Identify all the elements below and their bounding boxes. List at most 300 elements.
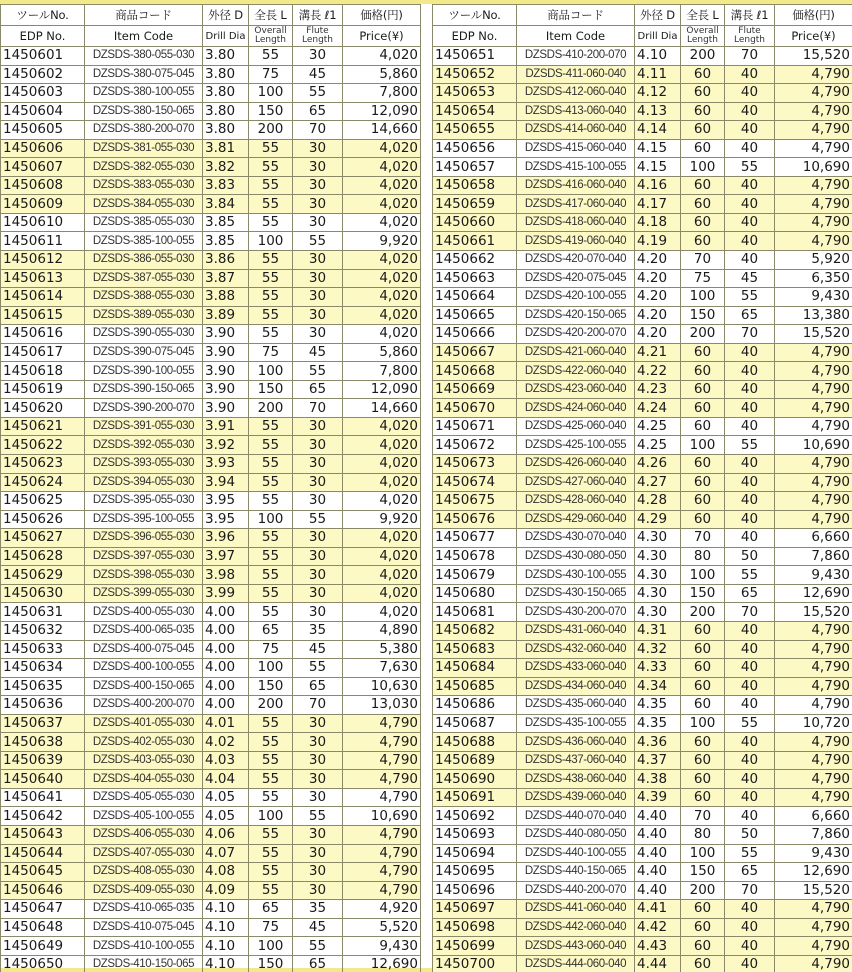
- overall-length-cell: 55: [249, 603, 293, 622]
- price-table-left: [0, 4, 421, 972]
- item-code-cell: DZSDS-380-200-070: [85, 121, 203, 140]
- overall-length-cell: 55: [249, 47, 293, 66]
- overall-length-cell: 75: [249, 918, 293, 937]
- drill-dia-cell: 3.90: [203, 399, 249, 418]
- edp-no-cell: 1450653: [433, 84, 517, 103]
- flute-length-cell: 30: [293, 770, 343, 789]
- edp-no-cell: 1450684: [433, 659, 517, 678]
- edp-no-cell: 1450646: [1, 881, 85, 900]
- header-price-en: Price(¥): [343, 26, 421, 47]
- price-cell: 5,380: [343, 640, 421, 659]
- flute-length-cell: 65: [725, 306, 775, 325]
- overall-length-cell: 55: [249, 325, 293, 344]
- header-len-en: [681, 26, 725, 47]
- drill-dia-cell: 3.90: [203, 362, 249, 381]
- item-code-cell: DZSDS-442-060-040: [517, 918, 635, 937]
- table-row: [1, 269, 421, 288]
- item-code-cell: DZSDS-410-075-045: [85, 918, 203, 937]
- flute-length-cell: 40: [725, 455, 775, 474]
- overall-length-cell: 55: [249, 863, 293, 882]
- price-cell: 4,790: [775, 788, 852, 807]
- drill-dia-cell: 4.44: [635, 955, 681, 972]
- overall-length-cell: 60: [681, 139, 725, 158]
- price-cell: 4,790: [343, 788, 421, 807]
- item-code-cell: DZSDS-407-055-030: [85, 844, 203, 863]
- overall-length-cell: 60: [681, 918, 725, 937]
- flute-length-cell: 40: [725, 380, 775, 399]
- overall-length-cell: 75: [681, 269, 725, 288]
- price-cell: 4,020: [343, 325, 421, 344]
- flute-length-cell: 65: [725, 584, 775, 603]
- flute-length-cell: 40: [725, 362, 775, 381]
- header-dia-jp: 外径 D: [203, 5, 249, 26]
- drill-dia-cell: 4.40: [635, 825, 681, 844]
- flute-length-cell: 55: [725, 158, 775, 177]
- flute-length-cell: 40: [725, 788, 775, 807]
- flute-length-cell: 40: [725, 621, 775, 640]
- flute-length-cell: 30: [293, 325, 343, 344]
- table-row: [1, 473, 421, 492]
- flute-length-cell: 55: [293, 84, 343, 103]
- item-code-cell: DZSDS-426-060-040: [517, 455, 635, 474]
- drill-dia-cell: 4.25: [635, 436, 681, 455]
- price-cell: 4,790: [775, 677, 852, 696]
- price-cell: 6,350: [775, 269, 852, 288]
- flute-length-cell: 30: [293, 158, 343, 177]
- overall-length-cell: 200: [681, 881, 725, 900]
- drill-dia-cell: 4.33: [635, 659, 681, 678]
- price-cell: 15,520: [775, 47, 852, 66]
- overall-length-cell: 75: [249, 343, 293, 362]
- flute-length-cell: 30: [293, 251, 343, 270]
- edp-no-cell: 1450642: [1, 807, 85, 826]
- price-cell: 4,790: [775, 473, 852, 492]
- drill-dia-cell: 4.20: [635, 325, 681, 344]
- drill-dia-cell: 3.99: [203, 584, 249, 603]
- edp-no-cell: 1450687: [433, 714, 517, 733]
- flute-length-cell: 30: [293, 139, 343, 158]
- table-row: [1, 825, 421, 844]
- edp-no-cell: 1450603: [1, 84, 85, 103]
- overall-length-cell: 55: [249, 733, 293, 752]
- edp-no-cell: 1450611: [1, 232, 85, 251]
- price-cell: 10,720: [775, 714, 852, 733]
- overall-length-cell: 75: [249, 65, 293, 84]
- price-cell: 4,790: [775, 733, 852, 752]
- edp-no-cell: 1450612: [1, 251, 85, 270]
- table-row: [1, 139, 421, 158]
- drill-dia-cell: 3.88: [203, 288, 249, 307]
- table-body-left: [1, 47, 421, 972]
- item-code-cell: DZSDS-382-055-030: [85, 158, 203, 177]
- header-dia-en: Drill Dia: [635, 26, 681, 47]
- edp-no-cell: 1450682: [433, 621, 517, 640]
- drill-dia-cell: 4.40: [635, 863, 681, 882]
- edp-no-cell: 1450608: [1, 176, 85, 195]
- edp-no-cell: 1450692: [433, 807, 517, 826]
- table-row: [433, 696, 852, 715]
- drill-dia-cell: 4.20: [635, 251, 681, 270]
- item-code-cell: DZSDS-430-200-070: [517, 603, 635, 622]
- table-row: [433, 603, 852, 622]
- price-cell: 12,690: [775, 863, 852, 882]
- item-code-cell: DZSDS-396-055-030: [85, 529, 203, 548]
- table-row: [433, 566, 852, 585]
- edp-no-cell: 1450672: [433, 436, 517, 455]
- table-row: [433, 807, 852, 826]
- table-row: [433, 325, 852, 344]
- overall-length-cell: 100: [681, 158, 725, 177]
- table-row: [433, 436, 852, 455]
- table-row: [433, 306, 852, 325]
- flute-length-cell: 65: [293, 677, 343, 696]
- flute-length-cell: 30: [293, 584, 343, 603]
- edp-no-cell: 1450685: [433, 677, 517, 696]
- flute-length-cell: 40: [725, 102, 775, 121]
- edp-no-cell: 1450694: [433, 844, 517, 863]
- item-code-cell: DZSDS-425-100-055: [517, 436, 635, 455]
- overall-length-cell: 65: [249, 621, 293, 640]
- item-code-cell: DZSDS-390-100-055: [85, 362, 203, 381]
- item-code-cell: DZSDS-390-055-030: [85, 325, 203, 344]
- item-code-cell: DZSDS-440-070-040: [517, 807, 635, 826]
- overall-length-cell: 150: [249, 380, 293, 399]
- drill-dia-cell: 3.81: [203, 139, 249, 158]
- drill-dia-cell: 4.00: [203, 659, 249, 678]
- edp-no-cell: 1450650: [1, 955, 85, 972]
- overall-length-cell: 55: [249, 547, 293, 566]
- overall-length-cell: 55: [249, 751, 293, 770]
- item-code-cell: DZSDS-432-060-040: [517, 640, 635, 659]
- price-cell: 4,790: [775, 176, 852, 195]
- drill-dia-cell: 4.42: [635, 918, 681, 937]
- price-cell: 9,430: [775, 288, 852, 307]
- header-price-jp: 価格(円): [775, 5, 852, 26]
- overall-length-cell: 55: [249, 288, 293, 307]
- flute-length-cell: 40: [725, 417, 775, 436]
- item-code-cell: DZSDS-380-100-055: [85, 84, 203, 103]
- price-cell: 4,790: [775, 918, 852, 937]
- price-cell: 5,860: [343, 65, 421, 84]
- flute-length-cell: 70: [725, 325, 775, 344]
- price-cell: 4,790: [775, 399, 852, 418]
- edp-no-cell: 1450610: [1, 213, 85, 232]
- item-code-cell: DZSDS-380-150-065: [85, 102, 203, 121]
- overall-length-cell: 100: [681, 288, 725, 307]
- edp-no-cell: 1450686: [433, 696, 517, 715]
- edp-no-cell: 1450607: [1, 158, 85, 177]
- item-code-cell: DZSDS-381-055-030: [85, 139, 203, 158]
- item-code-cell: DZSDS-415-060-040: [517, 139, 635, 158]
- flute-length-cell: 55: [293, 510, 343, 529]
- overall-length-cell: 150: [249, 102, 293, 121]
- drill-dia-cell: 4.36: [635, 733, 681, 752]
- item-code-cell: DZSDS-420-070-040: [517, 251, 635, 270]
- item-code-cell: DZSDS-403-055-030: [85, 751, 203, 770]
- item-code-cell: DZSDS-395-055-030: [85, 492, 203, 511]
- price-cell: 4,020: [343, 547, 421, 566]
- price-cell: 4,790: [775, 659, 852, 678]
- table-row: [1, 547, 421, 566]
- table-row: [1, 733, 421, 752]
- edp-no-cell: 1450644: [1, 844, 85, 863]
- price-cell: 12,090: [343, 380, 421, 399]
- flute-length-cell: 55: [293, 659, 343, 678]
- header-edp-jp: ツールNo.: [1, 5, 85, 26]
- table-row: [1, 232, 421, 251]
- overall-length-cell: 55: [249, 213, 293, 232]
- overall-length-cell: 60: [681, 102, 725, 121]
- edp-no-cell: 1450669: [433, 380, 517, 399]
- item-code-cell: DZSDS-434-060-040: [517, 677, 635, 696]
- flute-length-cell: 65: [293, 102, 343, 121]
- table-row: [433, 659, 852, 678]
- flute-length-cell: 30: [293, 195, 343, 214]
- overall-length-cell: 100: [681, 714, 725, 733]
- table-row: [1, 492, 421, 511]
- drill-dia-cell: 4.43: [635, 937, 681, 956]
- edp-no-cell: 1450654: [433, 102, 517, 121]
- item-code-cell: DZSDS-431-060-040: [517, 621, 635, 640]
- flute-length-cell: 40: [725, 510, 775, 529]
- flute-length-cell: 30: [293, 473, 343, 492]
- edp-no-cell: 1450683: [433, 640, 517, 659]
- table-row: [433, 733, 852, 752]
- table-row: [433, 121, 852, 140]
- overall-length-cell: 60: [681, 751, 725, 770]
- overall-length-cell: 55: [249, 881, 293, 900]
- drill-dia-cell: 4.05: [203, 807, 249, 826]
- flute-length-cell: 65: [293, 955, 343, 972]
- overall-length-cell: 55: [249, 251, 293, 270]
- overall-length-cell: 150: [249, 677, 293, 696]
- header-flute-en-line1: Flute: [306, 26, 329, 36]
- overall-length-cell: 60: [681, 677, 725, 696]
- header-row-en: [433, 26, 852, 47]
- table-row: [1, 399, 421, 418]
- flute-length-cell: 55: [725, 436, 775, 455]
- flute-length-cell: 40: [725, 84, 775, 103]
- price-cell: 4,020: [343, 176, 421, 195]
- drill-dia-cell: 3.90: [203, 343, 249, 362]
- drill-dia-cell: 4.08: [203, 863, 249, 882]
- flute-length-cell: 40: [725, 343, 775, 362]
- header-len-en: [249, 26, 293, 47]
- table-row: [1, 436, 421, 455]
- item-code-cell: DZSDS-440-150-065: [517, 863, 635, 882]
- table-row: [433, 269, 852, 288]
- price-cell: 4,790: [775, 510, 852, 529]
- table-row: [1, 121, 421, 140]
- drill-dia-cell: 4.14: [635, 121, 681, 140]
- overall-length-cell: 55: [249, 306, 293, 325]
- drill-dia-cell: 4.15: [635, 139, 681, 158]
- price-cell: 4,790: [775, 362, 852, 381]
- flute-length-cell: 30: [293, 844, 343, 863]
- overall-length-cell: 55: [249, 492, 293, 511]
- edp-no-cell: 1450617: [1, 343, 85, 362]
- item-code-cell: DZSDS-398-055-030: [85, 566, 203, 585]
- item-code-cell: DZSDS-421-060-040: [517, 343, 635, 362]
- overall-length-cell: 80: [681, 825, 725, 844]
- overall-length-cell: 60: [681, 343, 725, 362]
- flute-length-cell: 30: [293, 269, 343, 288]
- flute-length-cell: 30: [293, 529, 343, 548]
- flute-length-cell: 50: [725, 825, 775, 844]
- price-cell: 4,020: [343, 213, 421, 232]
- table-row: [433, 288, 852, 307]
- drill-dia-cell: 4.20: [635, 288, 681, 307]
- price-cell: 4,790: [775, 195, 852, 214]
- flute-length-cell: 30: [293, 733, 343, 752]
- edp-no-cell: 1450671: [433, 417, 517, 436]
- price-cell: 4,020: [343, 455, 421, 474]
- overall-length-cell: 55: [249, 584, 293, 603]
- overall-length-cell: 55: [249, 566, 293, 585]
- flute-length-cell: 40: [725, 937, 775, 956]
- price-cell: 4,790: [775, 84, 852, 103]
- flute-length-cell: 30: [293, 47, 343, 66]
- edp-no-cell: 1450621: [1, 417, 85, 436]
- drill-dia-cell: 4.26: [635, 455, 681, 474]
- flute-length-cell: 30: [293, 751, 343, 770]
- item-code-cell: DZSDS-410-065-035: [85, 900, 203, 919]
- flute-length-cell: 55: [293, 362, 343, 381]
- drill-dia-cell: 4.11: [635, 65, 681, 84]
- item-code-cell: DZSDS-400-055-030: [85, 603, 203, 622]
- table-row: [1, 918, 421, 937]
- edp-no-cell: 1450641: [1, 788, 85, 807]
- table-row: [433, 937, 852, 956]
- drill-dia-cell: 4.34: [635, 677, 681, 696]
- table-row: [433, 195, 852, 214]
- drill-dia-cell: 4.00: [203, 640, 249, 659]
- price-cell: 4,020: [343, 417, 421, 436]
- overall-length-cell: 60: [681, 733, 725, 752]
- flute-length-cell: 70: [293, 121, 343, 140]
- drill-dia-cell: 4.39: [635, 788, 681, 807]
- flute-length-cell: 30: [293, 547, 343, 566]
- flute-length-cell: 30: [293, 213, 343, 232]
- flute-length-cell: 30: [293, 881, 343, 900]
- item-code-cell: DZSDS-401-055-030: [85, 714, 203, 733]
- overall-length-cell: 70: [681, 807, 725, 826]
- table-row: [1, 306, 421, 325]
- overall-length-cell: 60: [681, 399, 725, 418]
- table-row: [1, 807, 421, 826]
- edp-no-cell: 1450637: [1, 714, 85, 733]
- drill-dia-cell: 4.40: [635, 881, 681, 900]
- header-edp-jp: ツールNo.: [433, 5, 517, 26]
- item-code-cell: DZSDS-409-055-030: [85, 881, 203, 900]
- flute-length-cell: 30: [293, 603, 343, 622]
- drill-dia-cell: 3.98: [203, 566, 249, 585]
- edp-no-cell: 1450618: [1, 362, 85, 381]
- drill-dia-cell: 4.29: [635, 510, 681, 529]
- flute-length-cell: 40: [725, 213, 775, 232]
- item-code-cell: DZSDS-438-060-040: [517, 770, 635, 789]
- column-gutter: [420, 4, 432, 968]
- table-row: [433, 584, 852, 603]
- drill-dia-cell: 4.00: [203, 677, 249, 696]
- table-row: [433, 863, 852, 882]
- price-cell: 4,790: [775, 955, 852, 972]
- price-cell: 5,920: [775, 251, 852, 270]
- overall-length-cell: 60: [681, 121, 725, 140]
- table-row: [1, 510, 421, 529]
- overall-length-cell: 55: [249, 436, 293, 455]
- item-code-cell: DZSDS-406-055-030: [85, 825, 203, 844]
- table-row: [1, 380, 421, 399]
- edp-no-cell: 1450678: [433, 547, 517, 566]
- item-code-cell: DZSDS-412-060-040: [517, 84, 635, 103]
- price-cell: 4,920: [343, 900, 421, 919]
- edp-no-cell: 1450677: [433, 529, 517, 548]
- item-code-cell: DZSDS-408-055-030: [85, 863, 203, 882]
- item-code-cell: DZSDS-380-055-030: [85, 47, 203, 66]
- drill-dia-cell: 4.07: [203, 844, 249, 863]
- price-cell: 7,860: [775, 825, 852, 844]
- drill-dia-cell: 4.13: [635, 102, 681, 121]
- overall-length-cell: 200: [681, 603, 725, 622]
- drill-dia-cell: 4.03: [203, 751, 249, 770]
- price-cell: 4,790: [775, 343, 852, 362]
- drill-dia-cell: 3.97: [203, 547, 249, 566]
- drill-dia-cell: 4.18: [635, 213, 681, 232]
- price-cell: 7,860: [775, 547, 852, 566]
- drill-dia-cell: 4.25: [635, 417, 681, 436]
- price-cell: 4,020: [343, 47, 421, 66]
- edp-no-cell: 1450697: [433, 900, 517, 919]
- flute-length-cell: 65: [725, 863, 775, 882]
- overall-length-cell: 65: [249, 900, 293, 919]
- drill-dia-cell: 4.00: [203, 603, 249, 622]
- edp-no-cell: 1450649: [1, 937, 85, 956]
- table-row: [433, 621, 852, 640]
- edp-no-cell: 1450623: [1, 455, 85, 474]
- price-cell: 4,790: [775, 455, 852, 474]
- flute-length-cell: 55: [293, 232, 343, 251]
- price-cell: 15,520: [775, 881, 852, 900]
- table-row: [1, 677, 421, 696]
- drill-dia-cell: 4.10: [203, 955, 249, 972]
- header-edp-en: EDP No.: [1, 26, 85, 47]
- table-row: [1, 251, 421, 270]
- header-row-jp: [433, 5, 852, 26]
- price-cell: 14,660: [343, 121, 421, 140]
- price-cell: 4,790: [775, 937, 852, 956]
- table-row: [1, 770, 421, 789]
- edp-no-cell: 1450675: [433, 492, 517, 511]
- item-code-cell: DZSDS-423-060-040: [517, 380, 635, 399]
- item-code-cell: DZSDS-399-055-030: [85, 584, 203, 603]
- edp-no-cell: 1450664: [433, 288, 517, 307]
- overall-length-cell: 60: [681, 659, 725, 678]
- price-cell: 4,020: [343, 436, 421, 455]
- item-code-cell: DZSDS-388-055-030: [85, 288, 203, 307]
- drill-dia-cell: 3.82: [203, 158, 249, 177]
- flute-length-cell: 45: [293, 918, 343, 937]
- price-cell: 4,020: [343, 139, 421, 158]
- flute-length-cell: 40: [725, 918, 775, 937]
- table-row: [433, 158, 852, 177]
- flute-length-cell: 40: [725, 65, 775, 84]
- edp-no-cell: 1450652: [433, 65, 517, 84]
- overall-length-cell: 60: [681, 176, 725, 195]
- overall-length-cell: 60: [681, 770, 725, 789]
- header-row-en: [1, 26, 421, 47]
- table-row: [1, 640, 421, 659]
